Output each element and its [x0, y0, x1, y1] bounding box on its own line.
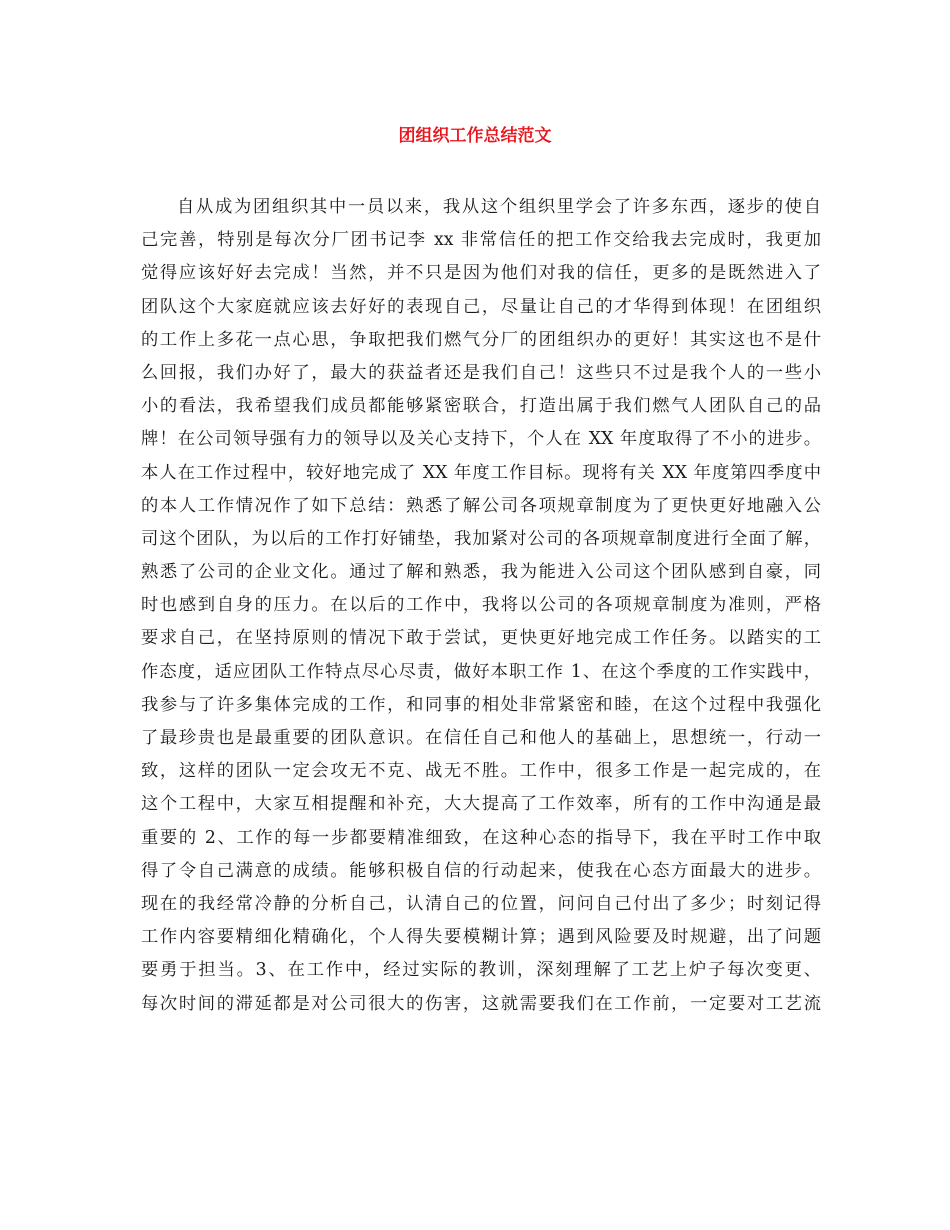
body-line: 小的看法，我希望我们成员都能够紧密联合，打造出属于我们燃气人团队自己的品: [141, 396, 821, 417]
body-line: 要求自己，在坚持原则的情况下敢于尝试，更快更好地完成工作任务。以踏实的工: [141, 628, 821, 649]
body-line: 牌！在公司领导强有力的领导以及关心支持下，个人在 XX 年度取得了不小的进步。: [141, 429, 821, 450]
body-line: 时也感到自身的压力。在以后的工作中，我将以公司的各项规章制度为准则，严格: [141, 595, 821, 616]
body-line: 我参与了许多集体完成的工作，和同事的相处非常紧密和睦，在这个过程中我强化: [141, 694, 821, 715]
body-line: 熟悉了公司的企业文化。通过了解和熟悉，我为能进入公司这个团队感到自豪，同: [141, 562, 821, 583]
body-line: 的工作上多花一点心思，争取把我们燃气分厂的团组织办的更好！其实这也不是什: [141, 329, 821, 350]
body-line: 了最珍贵也是最重要的团队意识。在信任自己和他人的基础上，思想统一，行动一: [141, 728, 821, 748]
body-line: 致，这样的团队一定会攻无不克、战无不胜。工作中，很多工作是一起完成的，在: [141, 761, 821, 782]
body-line: 己完善，特别是每次分厂团书记李 xx 非常信任的把工作交给我去完成时，我更加: [141, 230, 821, 251]
body-line: 作态度，适应团队工作特点尽心尽责，做好本职工作 1、在这个季度的工作实践中，: [141, 661, 821, 682]
document-body: [141, 191, 821, 1021]
body-line: 团队这个大家庭就应该去好好的表现自己，尽量让自己的才华得到体现！在团组织: [141, 296, 821, 317]
body-line: 这个工程中，大家互相提醒和补充，大大提高了工作效率，所有的工作中沟通是最: [141, 794, 821, 815]
body-line: 重要的 2、工作的每一步都要精准细致，在这种心态的指导下，我在平时工作中取: [141, 827, 821, 848]
body-line: 么回报，我们办好了，最大的获益者还是我们自己！这些只不过是我个人的一些小: [141, 362, 821, 383]
body-line: 工作内容要精细化精确化，个人得失要模糊计算；遇到风险要及时规避，出了问题: [141, 927, 821, 948]
body-line: 得了令自己满意的成绩。能够积极自信的行动起来，使我在心态方面最大的进步。: [141, 860, 821, 881]
body-line: 自从成为团组织其中一员以来，我从这个组织里学会了许多东西，逐步的使自: [177, 197, 821, 217]
body-line: 觉得应该好好去完成！当然，并不只是因为他们对我的信任，更多的是既然进入了: [141, 263, 821, 284]
body-line: 现在的我经常冷静的分析自己，认清自己的位置，问问自己付出了多少；时刻记得: [141, 893, 821, 914]
body-line: 本人在工作过程中，较好地完成了 XX 年度工作目标。现将有关 XX 年度第四季度中: [141, 462, 821, 483]
body-line: 要勇于担当。3、在工作中，经过实际的教训，深刻理解了工艺上炉子每次变更、: [141, 960, 821, 981]
document-title: 团组织工作总结范文: [398, 126, 552, 146]
body-line: 每次时间的滞延都是对公司很大的伤害，这就需要我们在工作前，一定要对工艺流: [141, 993, 821, 1014]
body-line: 司这个团队，为以后的工作打好铺垫，我加紧对公司的各项规章制度进行全面了解，: [141, 528, 821, 549]
body-line: 的本人工作情况作了如下总结：熟悉了解公司各项规章制度为了更快更好地融入公: [141, 495, 821, 516]
